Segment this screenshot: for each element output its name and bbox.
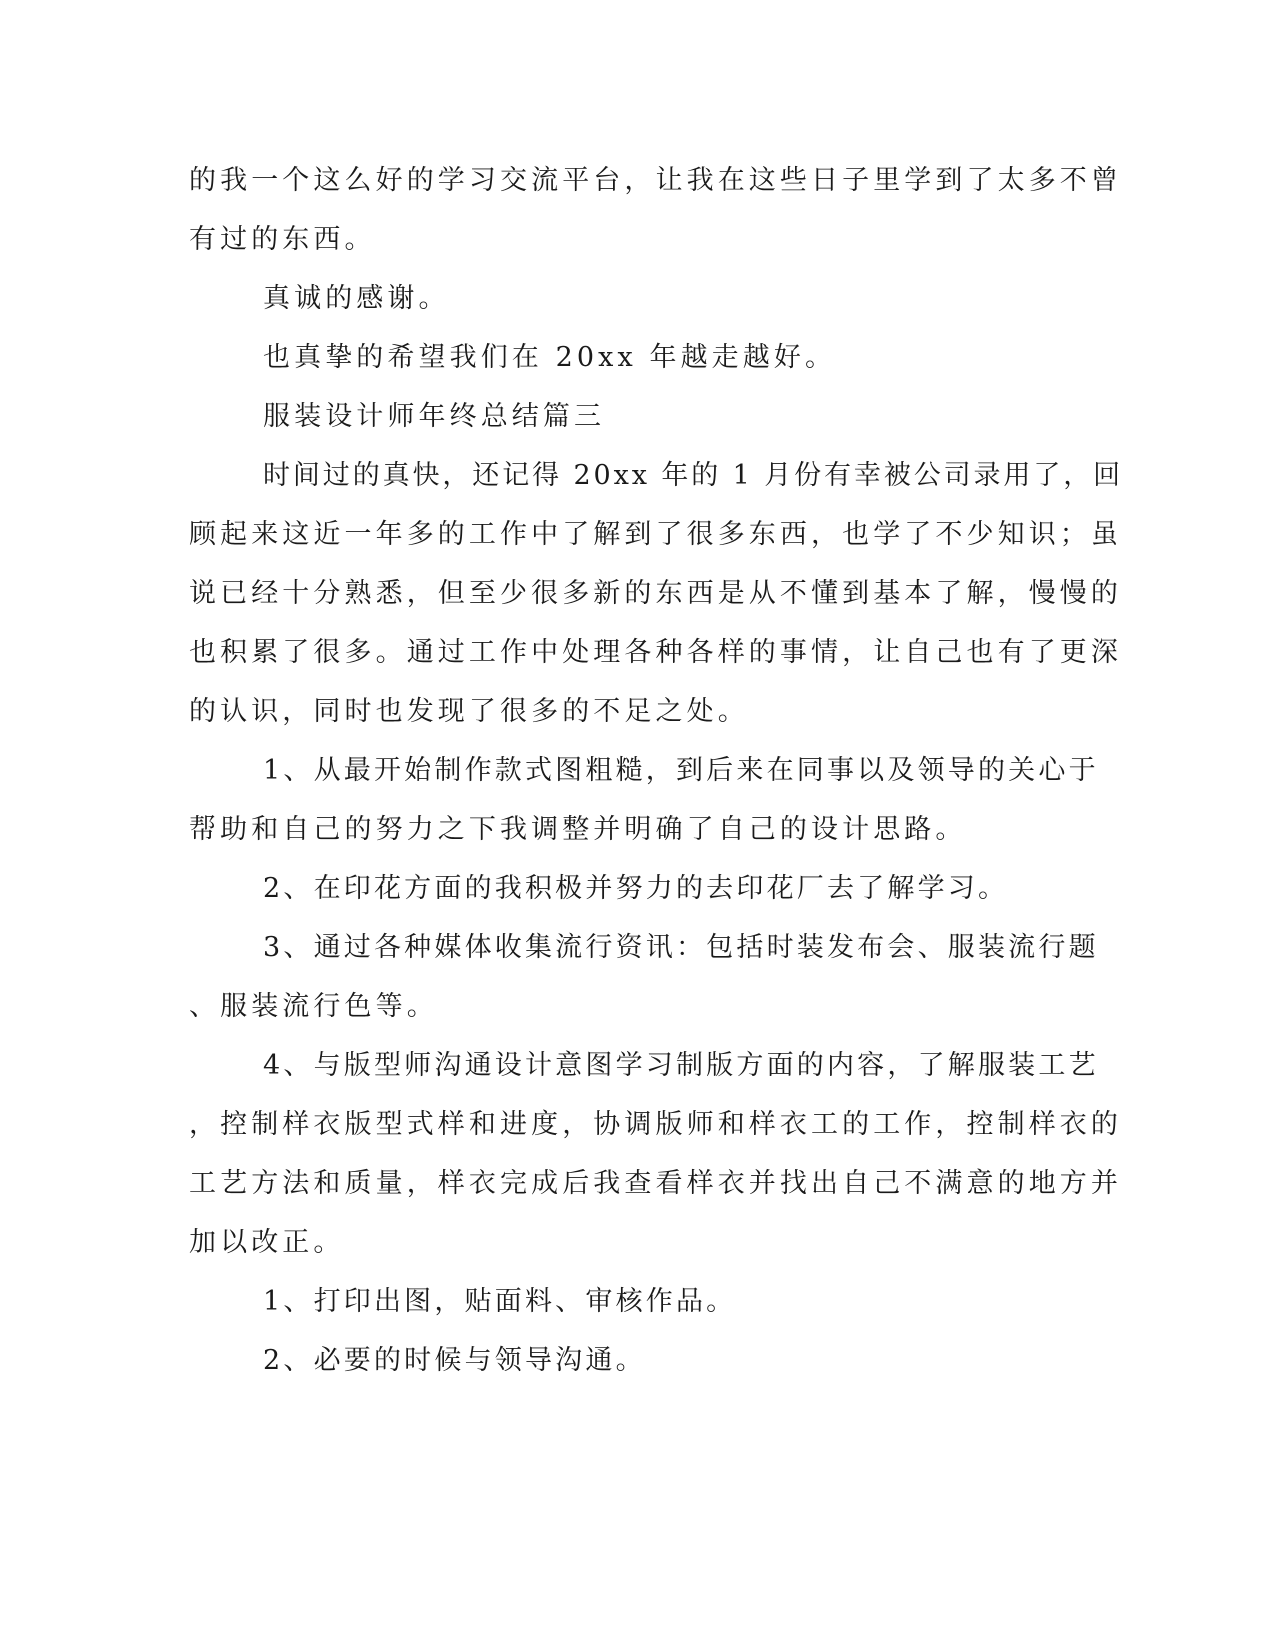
paragraph-line: 工艺方法和质量，样衣完成后我查看样衣并找出自己不满意的地方并	[189, 1168, 1122, 1199]
paragraph-line: 顾起来这近一年多的工作中了解到了很多东西，也学了不少知识；虽	[189, 519, 1122, 550]
list-item: 1、从最开始制作款式图粗糙，到后来在同事以及领导的关心于	[263, 755, 1099, 786]
list-item: 2、必要的时候与领导沟通。	[263, 1345, 646, 1376]
paragraph-line: 的认识，同时也发现了很多的不足之处。	[189, 696, 749, 727]
paragraph-line: 加以改正。	[189, 1227, 345, 1258]
list-item: 3、通过各种媒体收集流行资讯：包括时装发布会、服装流行题	[263, 932, 1099, 963]
paragraph-line: ，控制样衣版型式样和进度，协调版师和样衣工的工作，控制样衣的	[189, 1109, 1122, 1140]
paragraph-line: 说已经十分熟悉，但至少很多新的东西是从不懂到基本了解，慢慢的	[189, 578, 1122, 609]
paragraph-line: 帮助和自己的努力之下我调整并明确了自己的设计思路。	[189, 814, 967, 845]
section-heading: 服装设计师年终总结篇三	[263, 401, 606, 432]
list-item: 4、与版型师沟通设计意图学习制版方面的内容，了解服装工艺	[263, 1050, 1099, 1081]
list-item: 1、打印出图，贴面料、审核作品。	[263, 1286, 737, 1317]
paragraph-line: 时间过的真快，还记得 20xx 年的 1 月份有幸被公司录用了，回	[263, 460, 1124, 491]
paragraph-line: 也真挚的希望我们在 20xx 年越走越好。	[263, 342, 837, 373]
paragraph-line: 有过的东西。	[189, 224, 376, 255]
paragraph-line: 、服装流行色等。	[189, 991, 438, 1022]
paragraph-line: 的我一个这么好的学习交流平台，让我在这些日子里学到了太多不曾	[189, 165, 1122, 196]
paragraph-line: 也积累了很多。通过工作中处理各种各样的事情，让自己也有了更深	[189, 637, 1122, 668]
paragraph-line: 真诚的感谢。	[263, 283, 450, 314]
list-item: 2、在印花方面的我积极并努力的去印花厂去了解学习。	[263, 873, 1009, 904]
